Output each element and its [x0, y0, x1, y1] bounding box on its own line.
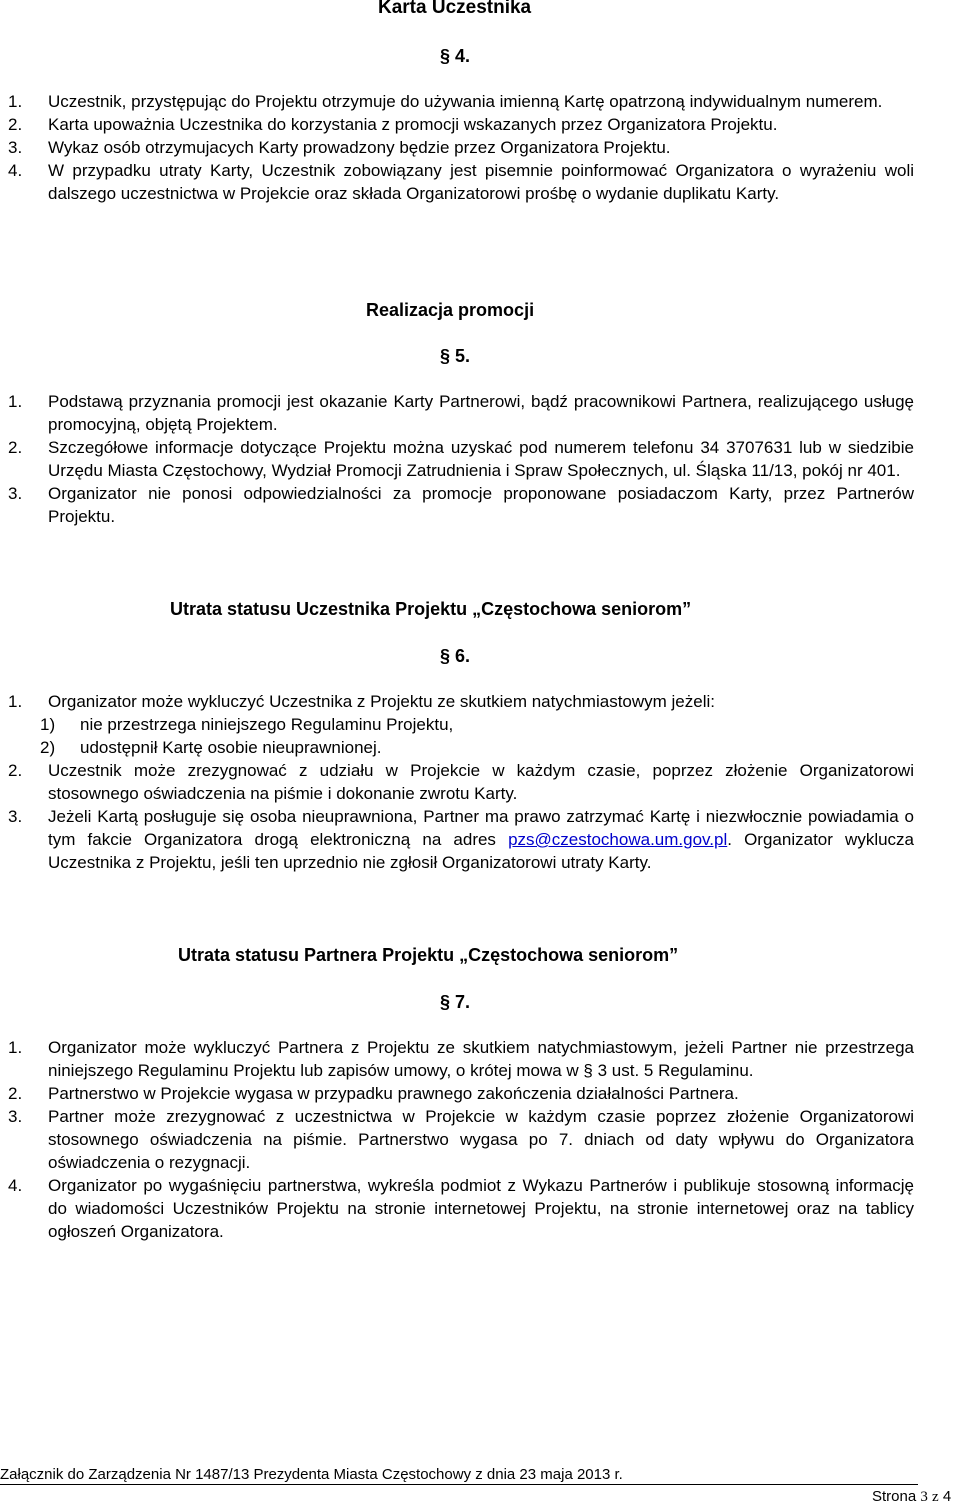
list-item: 3. Jeżeli Kartą posługuje się osoba nieuprawniona, Partner ma prawo zatrzymać Kartę i niezwłocznie powiadamia o tym fakcie Organizatora drogą elektroniczną na adres pzs@czestochowa.um.gov.pl. Organizator wyklucza Uczestnika z Projektu, jeśli ten uprzednio nie zgłosił Organizatorowi utraty Karty. [8, 807, 915, 872]
list-item: 1. Podstawą przyznania promocji jest okazanie Karty Partnerowi, bądź pracownikowi Partnera, realizującego usługę promocyjną, objętą Projektem. [8, 392, 914, 434]
footer-divider [0, 1484, 918, 1485]
section-heading-realizacja: Realizacja promocji [366, 300, 535, 320]
list-item: 3. Partner może zrezygnować z uczestnictwa w Projekcie w każdym czasie poprzez złożenie Organizatorowi stosownego oświadczenia na piśmie. Partnerstwo wygasa po 7. dniach od daty wpływu do Organizatora oświadczenia o rezygnacji. [8, 1107, 914, 1172]
footer-text: Załącznik do Zarządzenia Nr 1487/13 Prezydenta Miasta Częstochowy z dnia 23 maja 2013 r. [0, 1466, 623, 1483]
list-item: 1. Uczestnik, przystępując do Projektu otrzymuje do używania imienną Kartę opatrzoną indywidualnym numerem. [8, 92, 883, 111]
page-number: Strona 3 z 4 [872, 1488, 952, 1505]
list-item: 3. Organizator nie ponosi odpowiedzialności za promocje proponowane posiadaczom Karty, przez Partnerów Projektu. [8, 484, 914, 526]
page-title: Karta Uczestnika [378, 0, 532, 18]
sub-list-item: 2) udostępnił Kartę osobie nieuprawnionej. [40, 738, 382, 757]
list-item: 1. Organizator może wykluczyć Uczestnika z Projektu ze skutkiem natychmiastowym jeżeli: [8, 692, 715, 711]
list-item: 4. Organizator po wygaśnięciu partnerstwa, wykreśla podmiot z Wykazu Partnerów i publikuje stosowną informację do wiadomości Uczestników Projektu na stronie internetowej Projektu, na stronie internetowej oraz na tablicy ogłoszeń Organizatora. [8, 1176, 914, 1241]
section-4-list [0, 90, 914, 205]
list-item: 4. W przypadku utraty Karty, Uczestnik zobowiązany jest pisemnie poinformować Organizatora o wyrażeniu woli dalszego uczestnictwa w Projekcie oraz składa Organizatorowi prośbę o wydanie duplikatu Karty. [8, 161, 914, 203]
list-item: 2. Uczestnik może zrezygnować z udziału w Projekcie w każdym czasie, poprzez złożenie Organizatorowi stosownego oświadczenia na piśmie i dokonanie zwrotu Karty. [8, 761, 914, 803]
list-item: 2. Partnerstwo w Projekcie wygasa w przypadku prawnego zakończenia działalności Partnera. [8, 1084, 739, 1103]
sub-list-item: 1) nie przestrzega niniejszego Regulaminu Projektu, [40, 715, 454, 734]
section-heading-partner: Utrata statusu Partnera Projektu „Częstochowa seniorom” [178, 945, 679, 965]
paragraph-mark-5: § 5. [440, 346, 471, 366]
list-item: 2. Karta upoważnia Uczestnika do korzystania z promocji wskazanych przez Organizatora Projektu. [8, 115, 778, 134]
email-link[interactable]: pzs@czestochowa.um.gov.pl [508, 830, 728, 849]
section-7-list [0, 1036, 914, 1243]
section-heading-uczestnik: Utrata statusu Uczestnika Projektu „Częstochowa seniorom” [170, 599, 692, 619]
paragraph-mark-4: § 4. [440, 46, 471, 66]
section-5-list [0, 390, 914, 528]
section-6-list [0, 690, 914, 874]
list-item: 2. Szczegółowe informacje dotyczące Projektu można uzyskać pod numerem telefonu 34 3707631 lub w siedzibie Urzędu Miasta Częstochowy, Wydział Promocji Zatrudnienia i Spraw Społecznych, ul. Śląska 11/13, pokój nr 401. [8, 438, 914, 480]
list-item: 1. Organizator może wykluczyć Partnera z Projektu ze skutkiem natychmiastowym, jeżeli Partner nie przestrzega niniejszego Regulaminu Projektu lub zapisów umowy, o krótej mowa w § 3 ust. 5 Regulaminu. [8, 1038, 914, 1080]
paragraph-mark-6: § 6. [440, 646, 471, 666]
list-item: 3. Wykaz osób otrzymujacych Karty prowadzony będzie przez Organizatora Projektu. [8, 138, 671, 157]
paragraph-mark-7: § 7. [440, 992, 471, 1012]
